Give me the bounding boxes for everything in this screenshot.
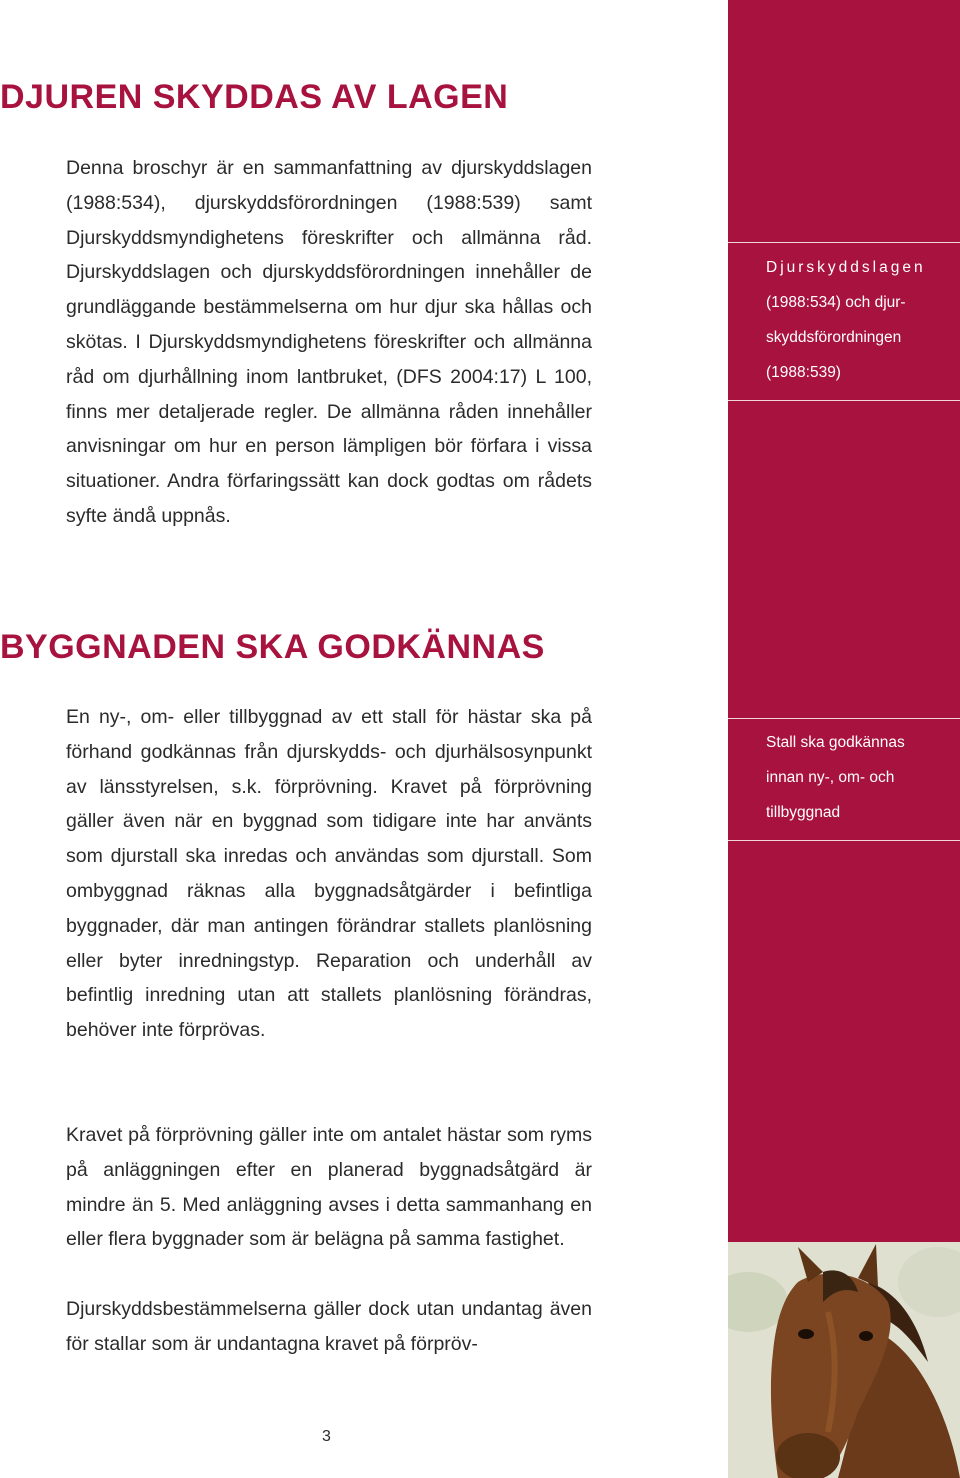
animal-welfare-paragraph: Djurskyddsbestämmelserna gäller dock utan undantag även för stallar som är undantagna kravet på förpröv- [66, 1298, 592, 1355]
sidebar-note-law [766, 250, 946, 390]
horse-photo [728, 1242, 960, 1478]
horse-head-illustration [728, 1242, 960, 1478]
sidebar-divider [728, 242, 960, 243]
sidebar [728, 0, 960, 1478]
section-heading-byggnaden: BYGGNADEN SKA GODKÄNNAS [0, 628, 545, 666]
page-number: 3 [322, 1428, 331, 1445]
sidebar-divider [728, 400, 960, 401]
intro-paragraph: Denna broschyr är en sammanfattning av djurskyddslagen (1988:534), djurskyddsförordningen (1988:539) samt Djurskyddsmyndighetens föreskrifter och allmänna råd. Djurskyddslagen och djurskyddsförordningen innehåller de grundläggande bestämmelserna om hur djur ska hållas och skötas. I Djurskyddsmyndighetens föreskrifter och allmänna råd om djurhållning inom lantbruket, (DFS 2004:17) L 100, finns mer detaljerade regler. De allmänna råden innehåller anvisningar om hur en person lämpligen bör förfara i vissa situationer. Andra förfaringssätt kan dock godtas om rådets syfte ändå uppnås. [66, 157, 592, 527]
sidebar-divider [728, 840, 960, 841]
exemption-paragraph: Kravet på förprövning gäller inte om antalet hästar som ryms på anläggningen efter en planerad byggnadsåtgärd är mindre än 5. Med anläggning avses i detta sammanhang en eller flera byggnader som är belägna på samma fastighet. [66, 1124, 592, 1251]
sidebar-note-title: Djurskyddslagen [766, 259, 926, 276]
sidebar-note-text: (1988:534) och djurskyddsförordningen (1988:539) [766, 294, 906, 381]
sidebar-note-approval: Stall ska godkännas innan ny-, om- och tillbyggnad [766, 734, 905, 821]
section-heading-djuren-skyddas: DJUREN SKYDDAS AV LAGEN [0, 78, 509, 116]
sidebar-divider [728, 718, 960, 719]
building-paragraph: En ny-, om- eller tillbyggnad av ett stall för hästar ska på förhand godkännas från djurskydds- och djurhälsosynpunkt av länsstyrelsen, s.k. förprövning. Kravet på förprövning gäller även när en byggnad som tidigare inte har använts som djurstall ska inredas och användas som djurstall. Som ombyggnad räknas alla byggnadsåtgärder i befintliga byggnader, där man antingen förändrar stallets planlösning eller byter inredningstyp. Reparation och underhåll av befintlig inredning utan att stallets planlösning förändras, behöver inte förprövas. [66, 706, 592, 1042]
